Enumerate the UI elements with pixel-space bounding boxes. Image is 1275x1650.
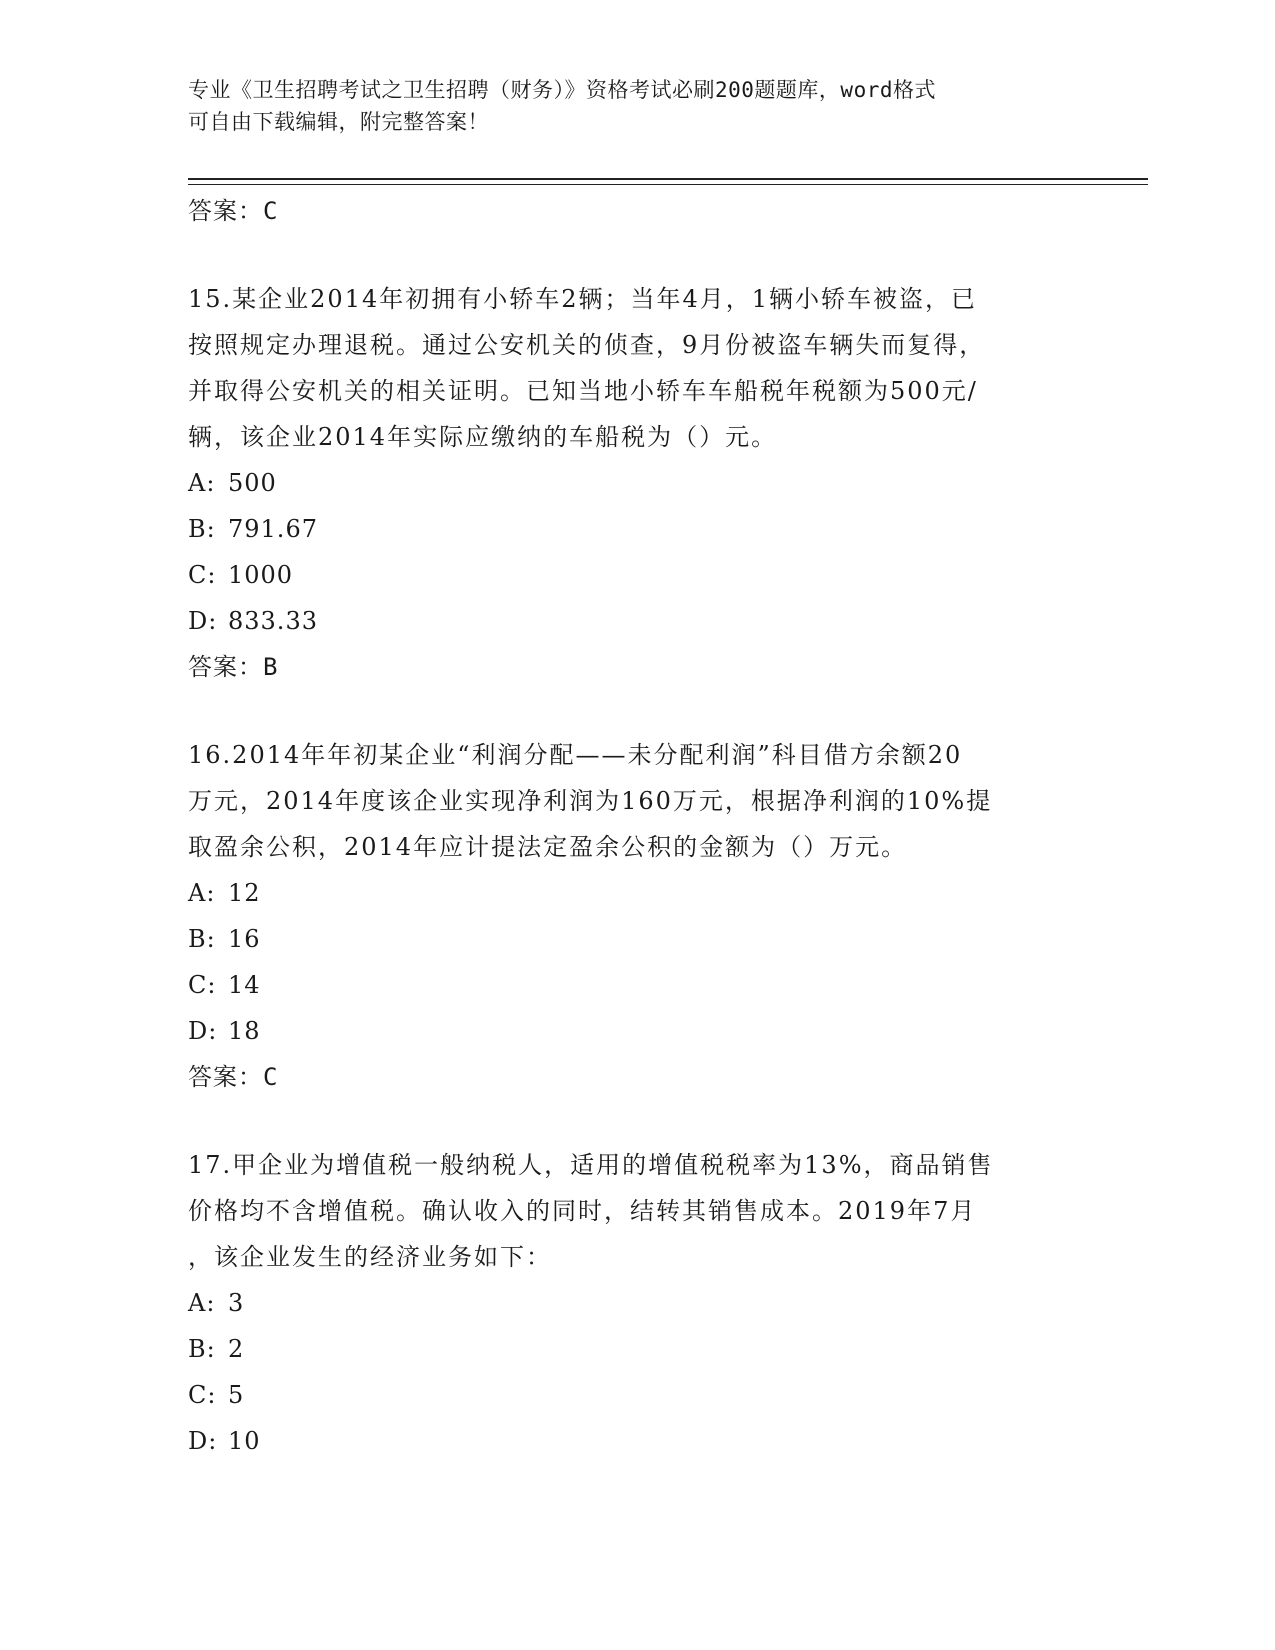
option-letter: B: [188, 515, 216, 543]
option-b [188, 1326, 1088, 1372]
option-text: 14 [228, 971, 261, 999]
option-text: 791.67 [228, 515, 318, 543]
option-letter: C: [188, 1381, 217, 1409]
option-letter: C: [188, 971, 217, 999]
question-text [188, 276, 1088, 460]
option-d [188, 1008, 1088, 1054]
question-line: 并取得公安机关的相关证明。已知当地小轿车车船税年税额为500元/ [188, 377, 978, 405]
option-text: 2 [228, 1335, 245, 1363]
document-header [188, 74, 1088, 138]
option-letter: A: [188, 469, 216, 497]
question-line: ，该企业发生的经济业务如下： [188, 1243, 552, 1271]
option-letter: B: [188, 1335, 216, 1363]
header-line-1: 专业《卫生招聘考试之卫生招聘（财务）》资格考试必刷200题题库，word格式 [188, 78, 936, 102]
option-text: 16 [228, 925, 261, 953]
header-rule-thin [188, 184, 1148, 185]
option-text: 12 [228, 879, 261, 907]
option-b [188, 916, 1088, 962]
header-line-2: 可自由下载编辑，附完整答案！ [188, 110, 489, 134]
option-a [188, 870, 1088, 916]
spacer [188, 234, 1088, 276]
question-line: 15.某企业2014年初拥有小轿车2辆；当年4月，1辆小轿车被盗，已 [188, 285, 978, 313]
option-b [188, 506, 1088, 552]
question-line: 16.2014年年初某企业“利润分配——未分配利润”科目借方余额20 [188, 741, 963, 769]
question-line: 取盈余公积，2014年应计提法定盈余公积的金额为（）万元。 [188, 833, 908, 861]
option-c [188, 1372, 1088, 1418]
option-letter: B: [188, 925, 216, 953]
question-text [188, 732, 1088, 870]
option-text: 18 [228, 1017, 261, 1045]
option-c [188, 552, 1088, 598]
option-a [188, 460, 1088, 506]
question-line: 辆，该企业2014年实际应缴纳的车船税为（）元。 [188, 423, 778, 451]
answer-15: 答案：B [188, 653, 279, 681]
previous-answer: 答案：C [188, 197, 279, 225]
document-body [188, 188, 1088, 1464]
option-c [188, 962, 1088, 1008]
option-text: 1000 [228, 561, 294, 589]
question-17 [188, 1142, 1088, 1464]
option-letter: A: [188, 1289, 216, 1317]
option-text: 500 [228, 469, 277, 497]
option-letter: D: [188, 1427, 218, 1455]
option-text: 833.33 [228, 607, 318, 635]
spacer [188, 1100, 1088, 1142]
question-text [188, 1142, 1088, 1280]
option-text: 5 [228, 1381, 245, 1409]
option-letter: D: [188, 1017, 218, 1045]
option-d [188, 1418, 1088, 1464]
option-d [188, 598, 1088, 644]
header-rule-thick [188, 178, 1148, 180]
option-a [188, 1280, 1088, 1326]
question-line: 按照规定办理退税。通过公安机关的侦查，9月份被盗车辆失而复得， [188, 331, 986, 359]
question-16 [188, 732, 1088, 1100]
question-line: 价格均不含增值税。确认收入的同时，结转其销售成本。2019年7月 [188, 1197, 977, 1225]
option-letter: A: [188, 879, 216, 907]
spacer [188, 690, 1088, 732]
option-text: 10 [228, 1427, 261, 1455]
question-15 [188, 276, 1088, 690]
option-letter: C: [188, 561, 217, 589]
option-letter: D: [188, 607, 218, 635]
question-line: 17.甲企业为增值税一般纳税人，适用的增值税税率为13%，商品销售 [188, 1151, 994, 1179]
question-line: 万元，2014年度该企业实现净利润为160万元，根据净利润的10%提 [188, 787, 993, 815]
answer-16: 答案：C [188, 1063, 279, 1091]
option-text: 3 [228, 1289, 245, 1317]
